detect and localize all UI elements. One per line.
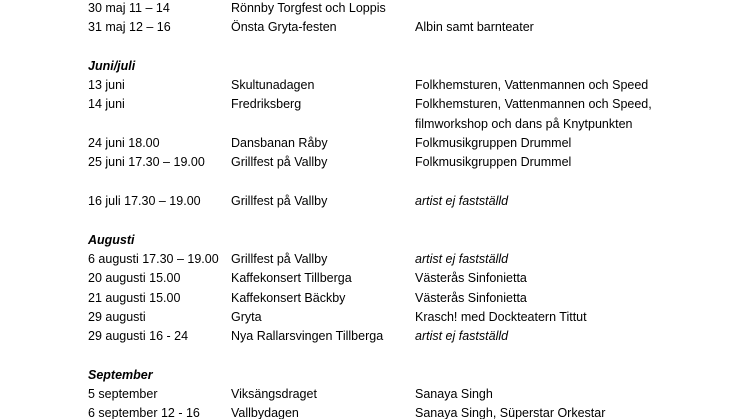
event-artist: Folkhemsturen, Vattenmannen och Speed <box>415 78 649 92</box>
section-heading-label: Juni/juli <box>88 59 136 73</box>
event-artist: Sanaya Singh <box>415 387 493 401</box>
section-heading <box>0 231 746 250</box>
section-heading-label: September <box>88 368 153 382</box>
event-name: Kaffekonsert Bäckby <box>231 291 346 305</box>
event-name: Grillfest på Vallby <box>231 252 328 266</box>
event-name: Grillfest på Vallby <box>231 155 328 169</box>
section-heading <box>0 57 746 76</box>
event-row <box>0 250 746 269</box>
event-row <box>0 153 746 172</box>
event-name: Dansbanan Råby <box>231 136 328 150</box>
event-date: 24 juni 18.00 <box>88 136 160 150</box>
event-date: 6 september 12 - 16 <box>88 406 200 419</box>
event-name: Önsta Gryta-festen <box>231 20 337 34</box>
event-artist: Folkmusikgruppen Drummel <box>415 136 572 150</box>
section-heading <box>0 366 746 385</box>
event-date: 21 augusti 15.00 <box>88 291 181 305</box>
event-date: 16 juli 17.30 – 19.00 <box>88 194 201 208</box>
event-name: Nya Rallarsvingen Tillberga <box>231 329 384 343</box>
event-row <box>0 308 746 327</box>
event-name: Rönnby Torgfest och Loppis <box>231 1 386 15</box>
event-row <box>0 0 746 18</box>
event-date: 30 maj 11 – 14 <box>88 1 170 15</box>
event-row <box>0 289 746 308</box>
event-row <box>0 269 746 288</box>
event-date: 29 augusti 16 - 24 <box>88 329 189 343</box>
event-artist: Krasch! med Dockteatern Tittut <box>415 310 587 324</box>
event-row-continuation <box>0 115 746 134</box>
event-artist: filmworkshop och dans på Knytpunkten <box>415 117 633 131</box>
event-row <box>0 327 746 346</box>
event-date: 25 juni 17.30 – 19.00 <box>88 155 205 169</box>
event-artist: artist ej fastställd <box>415 194 509 208</box>
event-row <box>0 95 746 114</box>
event-name: Vallbydagen <box>231 406 299 419</box>
event-name: Gryta <box>231 310 262 324</box>
section-heading-label: Augusti <box>88 233 135 247</box>
event-artist: Västerås Sinfonietta <box>415 291 527 305</box>
event-artist: Sanaya Singh, Süperstar Orkestar <box>415 406 606 419</box>
event-row <box>0 385 746 404</box>
event-artist: Albin samt barnteater <box>415 20 534 34</box>
event-row <box>0 192 746 211</box>
event-row <box>0 404 746 419</box>
event-date: 13 juni <box>88 78 125 92</box>
event-name: Fredriksberg <box>231 97 302 111</box>
event-date: 5 september <box>88 387 158 401</box>
event-date: 14 juni <box>88 97 125 111</box>
event-artist: Folkmusikgruppen Drummel <box>415 155 572 169</box>
event-artist: Folkhemsturen, Vattenmannen och Speed, <box>415 97 652 111</box>
event-date: 20 augusti 15.00 <box>88 271 181 285</box>
event-artist: Västerås Sinfonietta <box>415 271 527 285</box>
event-date: 29 augusti <box>88 310 146 324</box>
event-row <box>0 134 746 153</box>
event-date: 6 augusti 17.30 – 19.00 <box>88 252 219 266</box>
event-artist: artist ej fastställd <box>415 252 509 266</box>
event-name: Grillfest på Vallby <box>231 194 328 208</box>
event-name: Viksängsdraget <box>231 387 317 401</box>
event-artist: artist ej fastställd <box>415 329 509 343</box>
event-row <box>0 18 746 37</box>
event-row <box>0 76 746 95</box>
event-name: Kaffekonsert Tillberga <box>231 271 352 285</box>
event-name: Skultunadagen <box>231 78 315 92</box>
event-date: 31 maj 12 – 16 <box>88 20 171 34</box>
